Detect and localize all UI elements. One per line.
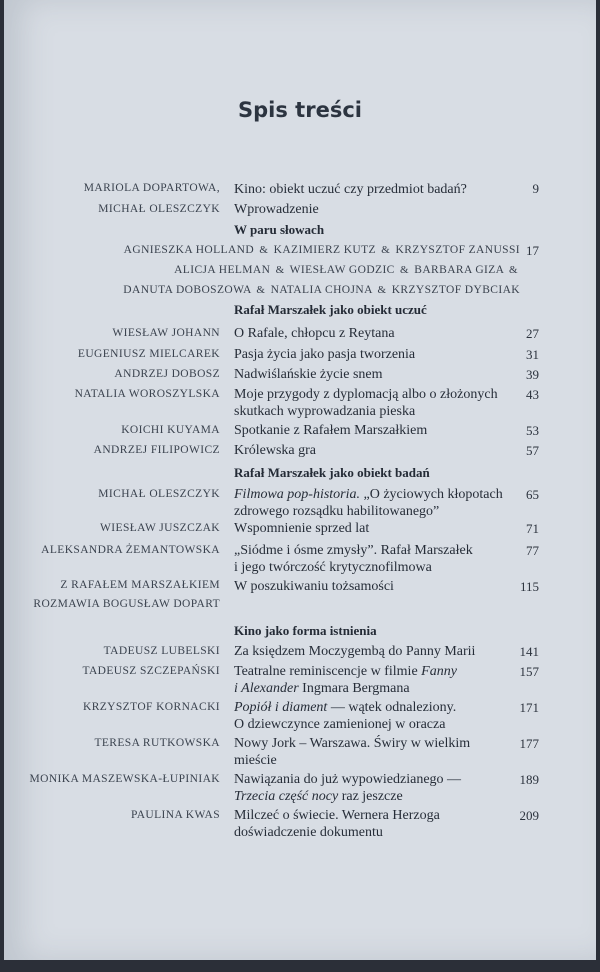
contributors-row: DANUTA DOBOSZOWA & NATALIA CHOJNA & KRZYSZTOF DYBCIAK	[123, 284, 520, 296]
author-name: ALEKSANDRA ŻEMANTOWSKA	[41, 544, 220, 556]
page-number: 171	[519, 700, 539, 715]
author-name: ROZMAWIA BOGUSŁAW DOPART	[33, 598, 220, 610]
entry-title: O Rafale, chłopcu z Reytana	[234, 326, 395, 341]
page-number: 177	[519, 736, 539, 751]
entry-title: Nawiązania do już wypowiedzianego — Trzecia część nocy raz jeszcze	[234, 772, 462, 804]
author-name: NATALIA WOROSZYLSKA	[74, 388, 220, 400]
page-number: 57	[526, 443, 539, 458]
author-name: MICHAŁ OLESZCZYK	[98, 488, 220, 500]
section-heading: W paru słowach	[234, 222, 325, 237]
contributors-list	[123, 240, 520, 300]
contributors-row: AGNIESZKA HOLLAND & KAZIMIERZ KUTZ & KRZYSZTOF ZANUSSI	[123, 244, 520, 256]
page-number: 31	[526, 347, 539, 362]
entry-title: „Siódme i ósme zmysły”. Rafał Marszałek i jego twórczość krytycznofilmowa	[234, 543, 473, 575]
author-name: ANDRZEJ FILIPOWICZ	[93, 444, 220, 456]
section-heading: Rafał Marszałek jako obiekt badań	[234, 465, 430, 480]
page-title: Spis treści	[238, 98, 362, 122]
author-name: PAULINA KWAS	[130, 809, 220, 821]
author-name: KOICHI KUYAMA	[121, 424, 220, 436]
section-heading: Kino jako forma istnienia	[234, 623, 377, 638]
page-number: 39	[526, 367, 539, 382]
entry-title: Wspomnienie sprzed lat	[234, 521, 370, 536]
entry-title: Kino: obiekt uczuć czy przedmiot badań? Wprowadzenie	[234, 182, 467, 217]
entry-title: Nadwiślańskie życie snem	[234, 367, 383, 382]
page-number: 17	[526, 243, 539, 258]
page-number: 189	[519, 772, 539, 787]
page-number: 209	[519, 808, 539, 823]
page-number: 43	[526, 387, 539, 402]
page-number: 71	[526, 521, 539, 536]
author-name: TERESA RUTKOWSKA	[94, 737, 220, 749]
page-number: 27	[526, 326, 539, 341]
entry-title: Spotkanie z Rafałem Marszałkiem	[234, 423, 428, 438]
author-name: ANDRZEJ DOBOSZ	[114, 368, 220, 380]
contributors-row: ALICJA HELMAN & WIESŁAW GODZIC & BARBARA GIZA &	[174, 264, 518, 276]
author-name: WIESŁAW JUSZCZAK	[100, 522, 220, 534]
author-name: Z RAFAŁEM MARSZAŁKIEM	[60, 579, 220, 591]
page-number: 9	[532, 181, 539, 196]
entry-title: Popiół i diament — wątek odnaleziony. O dziewczynce zamienionej w oracza	[234, 700, 457, 732]
author-name: TADEUSZ SZCZEPAŃSKI	[82, 665, 220, 677]
author-name: MICHAŁ OLESZCZYK	[98, 203, 220, 215]
author-name: WIESŁAW JOHANN	[112, 327, 220, 339]
author-block	[33, 576, 220, 614]
page-number: 141	[519, 644, 539, 659]
author-name: MARIOLA DOPARTOWA,	[83, 182, 220, 194]
page-number: 115	[519, 579, 539, 594]
author-block	[84, 178, 220, 220]
author-name: MONIKA MASZEWSKA-ŁUPINIAK	[29, 773, 220, 785]
entry-title: Teatralne reminiscencje w filmie Fanny i Alexander Ingmara Bergmana	[234, 664, 457, 696]
entry-title: Królewska gra	[234, 443, 317, 458]
author-name: TADEUSZ LUBELSKI	[103, 645, 220, 657]
page-number: 65	[526, 487, 539, 502]
page-number: 53	[526, 423, 539, 438]
entry-title: Nowy Jork – Warszawa. Świry w wielkim mieście	[234, 736, 471, 768]
page-number: 157	[519, 664, 539, 679]
entry-title: Za księdzem Moczygembą do Panny Marii	[234, 644, 476, 659]
entry-title: Pasja życia jako pasja tworzenia	[234, 347, 416, 362]
entry-title: W poszukiwaniu tożsamości	[234, 579, 394, 594]
entry-title: Moje przygody z dyplomacją albo o złożonych skutkach wyprowadzania pieska	[234, 387, 498, 419]
author-name: EUGENIUSZ MIELCAREK	[77, 348, 220, 360]
section-heading: Rafał Marszałek jako obiekt uczuć	[234, 302, 427, 317]
author-name: KRZYSZTOF KORNACKI	[82, 701, 220, 713]
entry-title: Milczeć o świecie. Wernera Herzoga doświadczenie dokumentu	[234, 808, 440, 840]
page-number: 77	[526, 543, 539, 558]
entry-title: Filmowa pop-historia. „O życiowych kłopotach zdrowego rozsądku habilitowanego”	[234, 487, 503, 519]
